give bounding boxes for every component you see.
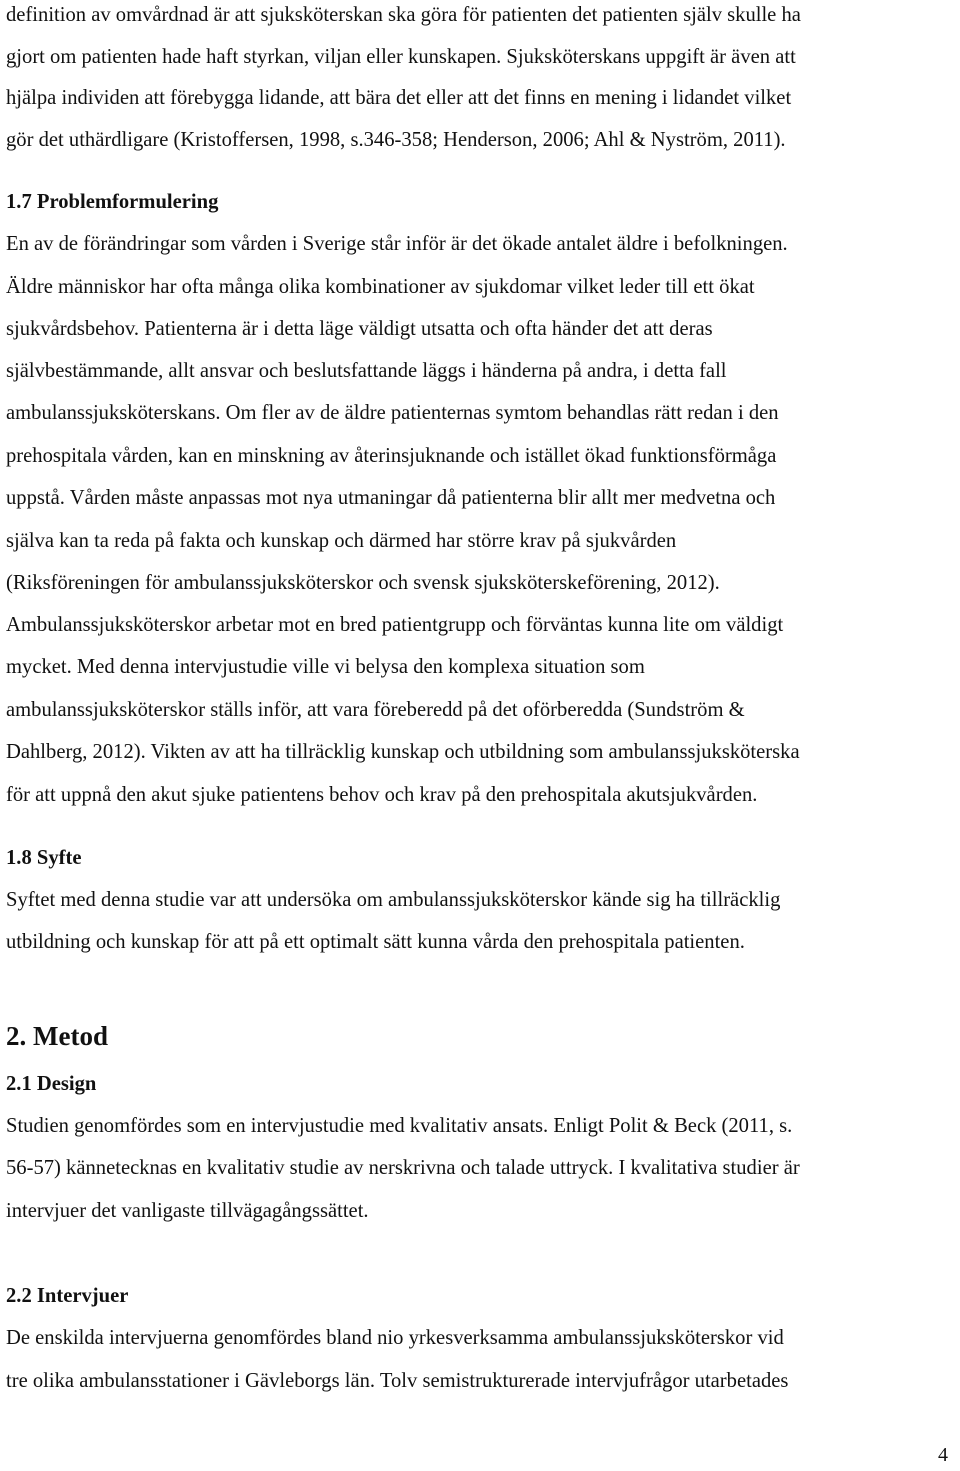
section-heading-2-1: 2.1 Design [6,1073,97,1095]
body-line: självbestämmande, allt ansvar och beslutsfattande läggs i händerna på andra, i detta fall [6,360,727,382]
body-line: 56-57) kännetecknas en kvalitativ studie av nerskrivna och talade uttryck. I kvalitativa studier är [6,1157,800,1179]
body-line: Studien genomfördes som en intervjustudie med kvalitativ ansats. Enligt Polit & Beck (2011, s. [6,1115,793,1137]
section-heading-2-2: 2.2 Intervjuer [6,1285,129,1307]
section-heading-1-8: 1.8 Syfte [6,847,82,869]
body-line: sjukvårdsbehov. Patienterna är i detta läge väldigt utsatta och ofta händer det att deras [6,318,713,340]
body-line: utbildning och kunskap för att på ett optimalt sätt kunna vårda den prehospitala patienten. [6,931,745,953]
body-line: gör det uthärdligare (Kristoffersen, 1998, s.346-358; Henderson, 2006; Ahl & Nyström, 2011). [6,129,786,151]
body-line: prehospitala vården, kan en minskning av återinsjuknande och istället ökad funktionsförmåga [6,445,777,467]
section-heading-1-7: 1.7 Problemformulering [6,191,219,213]
body-line: själva kan ta reda på fakta och kunskap och därmed har större krav på sjukvården [6,530,677,552]
body-line: hjälpa individen att förebygga lidande, att bära det eller att det finns en mening i lidandet vilket [6,87,792,109]
chapter-heading-2: 2. Metod [6,1021,108,1051]
body-line: för att uppnå den akut sjuke patientens behov och krav på den prehospitala akutsjukvården. [6,784,758,806]
body-line: mycket. Med denna intervjustudie ville vi belysa den komplexa situation som [6,656,645,678]
body-line: Syftet med denna studie var att undersöka om ambulanssjuksköterskor kände sig ha tillräcklig [6,889,781,911]
body-line: Ambulanssjuksköterskor arbetar mot en bred patientgrupp och förväntas kunna lite om väldigt [6,614,784,636]
body-line: ambulanssjuksköterskans. Om fler av de äldre patienternas symtom behandlas rätt redan i den [6,402,779,424]
body-line: De enskilda intervjuerna genomfördes bland nio yrkesverksamma ambulanssjuksköterskor vid [6,1327,784,1349]
body-line: uppstå. Vården måste anpassas mot nya utmaningar då patienterna blir allt mer medvetna och [6,487,776,509]
body-line: intervjuer det vanligaste tillvägagångssättet. [6,1200,369,1222]
body-line: ambulanssjuksköterskor ställs inför, att vara föreberedd på det oförberedda (Sundström & [6,699,745,721]
body-line: Dahlberg, 2012). Vikten av att ha tillräcklig kunskap och utbildning som ambulanssjuksköterska [6,741,800,763]
body-line: gjort om patienten hade haft styrkan, viljan eller kunskapen. Sjuksköterskans uppgift är även att [6,46,796,68]
body-line: Äldre människor har ofta många olika kombinationer av sjukdomar vilket leder till ett ökat [6,276,755,298]
body-line: (Riksföreningen för ambulanssjuksköterskor och svensk sjuksköterskeförening, 2012). [6,572,720,594]
body-line: En av de förändringar som vården i Sverige står inför är det ökade antalet äldre i befolkningen. [6,233,788,255]
body-line: definition av omvårdnad är att sjuksköterskan ska göra för patienten det patienten själv skulle ha [6,4,801,26]
page-number: 4 [938,1444,948,1466]
body-line: tre olika ambulansstationer i Gävleborgs län. Tolv semistrukturerade intervjufrågor utarbetades [6,1370,789,1392]
